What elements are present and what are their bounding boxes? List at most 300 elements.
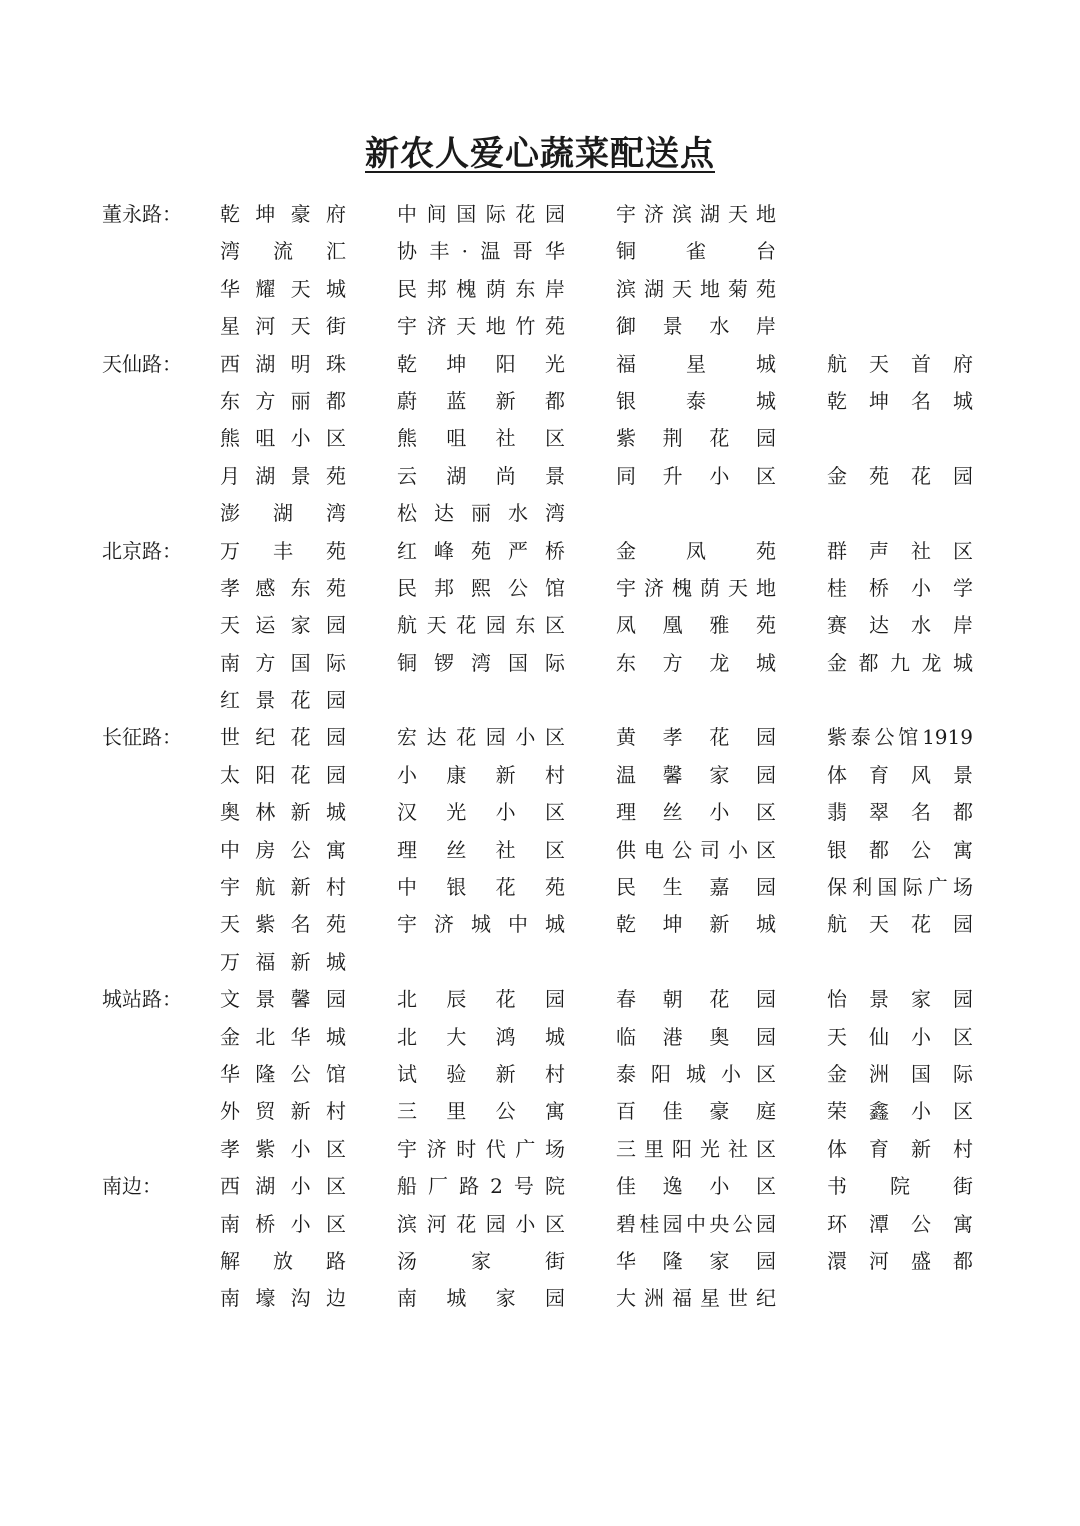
community-name-char: 湾 xyxy=(326,501,346,526)
community-name-char: 阳 xyxy=(651,1061,671,1086)
community-name xyxy=(220,757,346,794)
community-name-char: 理 xyxy=(397,837,417,862)
community-name-char: 里 xyxy=(644,1136,664,1161)
community-name-char: 中 xyxy=(220,837,240,862)
community-name-char: 澴 xyxy=(827,1248,847,1273)
community-name-char: 银 xyxy=(446,875,467,900)
community-name-char: 村 xyxy=(544,762,565,787)
community-name-char: 试 xyxy=(397,1061,417,1086)
community-name-char: 荣 xyxy=(827,1099,847,1124)
list-row xyxy=(0,607,1080,644)
community-name-char: 宇 xyxy=(397,314,417,339)
community-name-char: 区 xyxy=(544,426,565,451)
community-name-char: 紫 xyxy=(255,912,276,937)
community-name-char: 花 xyxy=(456,1211,477,1236)
community-name xyxy=(827,869,973,906)
community-name-char: 首 xyxy=(911,351,931,376)
community-name-char: 河 xyxy=(869,1248,889,1273)
community-name-char: 民 xyxy=(397,276,417,301)
community-name-char: 花 xyxy=(290,725,311,750)
community-name-char: 外 xyxy=(220,1099,240,1124)
community-name-char: 园 xyxy=(953,912,973,937)
community-name xyxy=(827,1206,973,1243)
community-name-char: 园 xyxy=(485,1211,506,1236)
community-name-char: 林 xyxy=(255,800,276,825)
community-name-char: 朝 xyxy=(662,987,683,1012)
community-name-char: 代 xyxy=(485,1136,506,1161)
community-name-char: 航 xyxy=(827,351,847,376)
community-name-char: 贸 xyxy=(255,1099,276,1124)
community-name-char: 西 xyxy=(220,351,240,376)
community-name-char: 苑 xyxy=(755,613,776,638)
community-name-char: 逸 xyxy=(662,1174,683,1199)
community-name-char: 天 xyxy=(220,613,240,638)
community-name-char: 龙 xyxy=(921,650,942,675)
community-name xyxy=(397,533,565,570)
community-name-char: 北 xyxy=(397,1024,417,1049)
community-name-char: 隆 xyxy=(662,1248,683,1273)
community-name-char: 景 xyxy=(544,463,565,488)
community-name-char: 都 xyxy=(325,388,346,413)
community-name-char: 区 xyxy=(953,1024,973,1049)
community-name-char: 蔚 xyxy=(397,388,417,413)
community-name-char: 月 xyxy=(220,463,240,488)
community-name-char: 华 xyxy=(220,276,240,301)
community-name xyxy=(220,383,346,420)
community-name-char: 紫 xyxy=(827,725,847,750)
community-name-char: 铜 xyxy=(616,239,636,264)
community-name-char: 景 xyxy=(255,987,276,1012)
community-name xyxy=(397,233,565,270)
community-name-char: 景 xyxy=(953,762,973,787)
community-name-char: 鑫 xyxy=(869,1099,889,1124)
community-name-char: 南 xyxy=(220,1286,240,1311)
community-name-char: 园 xyxy=(544,987,565,1012)
community-name-char: 咀 xyxy=(255,426,276,451)
list-row xyxy=(0,1280,1080,1317)
community-name-char: 乾 xyxy=(220,202,240,226)
community-name-char: 馨 xyxy=(290,987,311,1012)
community-name-char: 新 xyxy=(290,949,311,974)
community-name-char: 区 xyxy=(544,837,565,862)
community-name-char: 城 xyxy=(686,1061,706,1086)
community-name-char: 天 xyxy=(869,351,889,376)
community-name xyxy=(616,346,776,383)
community-name-char: 台 xyxy=(756,239,776,264)
community-name xyxy=(220,607,346,644)
road-label: 天仙路： xyxy=(102,351,182,376)
community-name-char: 红 xyxy=(397,538,417,563)
community-name-char: 城 xyxy=(325,1024,346,1049)
community-name xyxy=(397,271,565,308)
community-name-char: 丰 xyxy=(273,538,293,563)
community-name xyxy=(220,981,346,1018)
community-name-char: 三 xyxy=(397,1099,417,1124)
community-name-char: 苑 xyxy=(325,912,346,937)
community-name xyxy=(616,906,776,943)
community-name-char: 东 xyxy=(616,650,636,675)
community-name-char: 声 xyxy=(869,538,889,563)
community-name-char: 北 xyxy=(397,987,417,1012)
community-name-char: 宇 xyxy=(220,875,240,900)
community-name xyxy=(827,1056,973,1093)
community-name-char: 城 xyxy=(471,912,491,937)
community-name-char: 苑 xyxy=(544,875,565,900)
community-name-char: 银 xyxy=(827,837,847,862)
community-name-char: 潭 xyxy=(869,1211,889,1236)
community-name xyxy=(397,346,565,383)
community-name xyxy=(220,346,346,383)
community-name-char: 济 xyxy=(644,202,664,226)
community-name xyxy=(616,832,776,869)
community-name-char: 花 xyxy=(456,725,477,750)
community-name-char: 松 xyxy=(397,501,417,526)
community-name-char: 华 xyxy=(545,239,565,264)
community-name-char: 花 xyxy=(709,987,730,1012)
community-name xyxy=(397,196,565,233)
community-name-char: 小 xyxy=(721,1061,741,1086)
community-name-char: 天 xyxy=(290,276,311,301)
community-name-char: 国 xyxy=(456,202,477,226)
community-name-char: 2 xyxy=(490,1174,503,1199)
community-name-char: 街 xyxy=(545,1248,565,1273)
community-name-char: 菊 xyxy=(728,276,748,301)
community-name-char: 新 xyxy=(495,1061,516,1086)
community-name-char: 桥 xyxy=(255,1211,276,1236)
community-name-char: 荆 xyxy=(662,426,683,451)
community-name-char: 孝 xyxy=(662,725,683,750)
community-name-char: 中 xyxy=(685,1211,706,1236)
community-name-char: 金 xyxy=(827,650,847,675)
community-name-char: 都 xyxy=(858,650,879,675)
community-name-char: 运 xyxy=(255,613,276,638)
community-name-char: 北 xyxy=(255,1024,276,1049)
community-name xyxy=(827,832,973,869)
community-name-char: 湖 xyxy=(255,463,276,488)
community-name-char: 中 xyxy=(397,875,417,900)
community-name xyxy=(827,794,973,831)
community-name-char: 济 xyxy=(426,314,447,339)
community-name xyxy=(616,383,776,420)
community-name-char: 城 xyxy=(325,800,346,825)
community-name xyxy=(220,458,346,495)
community-name-char: 景 xyxy=(662,314,683,339)
community-name-char: 宇 xyxy=(616,575,636,600)
community-name xyxy=(827,383,973,420)
community-name-char: 奥 xyxy=(220,800,240,825)
community-name xyxy=(827,458,973,495)
community-name-char: 翡 xyxy=(827,800,847,825)
list-row xyxy=(0,570,1080,607)
community-name-char: 滨 xyxy=(397,1211,417,1236)
community-name-char: 泰 xyxy=(616,1061,636,1086)
community-name-char: 园 xyxy=(544,202,565,226)
community-name-char: 场 xyxy=(952,875,973,900)
community-name-char: 验 xyxy=(446,1061,467,1086)
community-name-char: 济 xyxy=(426,1136,447,1161)
community-name-char: 央 xyxy=(709,1211,730,1236)
community-name-char: 光 xyxy=(700,1136,720,1161)
community-name xyxy=(397,1019,565,1056)
community-name-char: 天 xyxy=(869,912,889,937)
community-name-char: 协 xyxy=(397,239,417,264)
community-name xyxy=(616,869,776,906)
road-label: 北京路： xyxy=(102,538,182,563)
community-name-char: 丽 xyxy=(290,388,311,413)
list-row xyxy=(0,1168,1080,1205)
community-name-char: 园 xyxy=(755,987,776,1012)
community-name-char: 星 xyxy=(220,314,240,339)
community-name-char: 小 xyxy=(728,837,748,862)
community-name-char: 花 xyxy=(495,987,516,1012)
community-name-char: 苑 xyxy=(326,538,346,563)
community-name xyxy=(220,869,346,906)
community-name-char: 理 xyxy=(616,800,636,825)
community-name-char: 翠 xyxy=(869,800,889,825)
community-name-char: 都 xyxy=(953,800,973,825)
community-name-char: 花 xyxy=(290,762,311,787)
community-name-char: 小 xyxy=(515,1211,536,1236)
community-name xyxy=(397,981,565,1018)
community-name-char: 凤 xyxy=(686,538,706,563)
community-name-char: 金 xyxy=(220,1024,240,1049)
community-name-char: 岸 xyxy=(953,613,973,638)
community-name-char: 达 xyxy=(869,613,889,638)
community-name-char: 馆 xyxy=(898,725,919,750)
community-name-char: 泰 xyxy=(686,388,706,413)
list-row xyxy=(0,682,1080,719)
community-name-char: 耀 xyxy=(255,276,276,301)
community-name-char: 洲 xyxy=(644,1286,664,1311)
community-name-char: 小 xyxy=(515,725,536,750)
community-name-char: 仙 xyxy=(869,1024,889,1049)
community-name-char: 九 xyxy=(890,650,910,675)
community-name-char: 区 xyxy=(756,837,776,862)
community-name-char: 小 xyxy=(709,463,730,488)
community-name-char: 花 xyxy=(290,688,311,713)
community-name xyxy=(397,645,565,682)
community-name-char: 名 xyxy=(911,800,931,825)
community-name xyxy=(220,308,346,345)
community-name-char: 临 xyxy=(616,1024,636,1049)
community-name-char: 乾 xyxy=(397,351,417,376)
community-name xyxy=(616,1019,776,1056)
community-name-char: 槐 xyxy=(456,276,477,301)
community-name-char: 小 xyxy=(709,800,730,825)
community-name-char: 房 xyxy=(255,837,276,862)
community-name xyxy=(220,1280,346,1317)
list-row xyxy=(0,346,1080,383)
community-name-char: 荫 xyxy=(485,276,506,301)
community-name-char: 天 xyxy=(290,314,311,339)
community-name-char: 新 xyxy=(495,762,516,787)
community-name-char: 司 xyxy=(700,837,720,862)
community-name-char: 丝 xyxy=(446,837,467,862)
community-name xyxy=(616,1206,776,1243)
community-name-char: 府 xyxy=(325,202,346,226)
community-name-char: 院 xyxy=(544,1174,565,1199)
community-name-char: 荫 xyxy=(700,575,720,600)
community-name-char: 天 xyxy=(426,613,447,638)
community-name-char: 公 xyxy=(290,1061,311,1086)
community-name-char: 湖 xyxy=(273,501,293,526)
community-name-char: · xyxy=(461,239,469,264)
community-name-char: 熙 xyxy=(471,575,491,600)
community-name xyxy=(616,233,776,270)
community-name-char: 天 xyxy=(728,575,748,600)
community-name-char: 城 xyxy=(953,388,973,413)
community-name-char: 纪 xyxy=(255,725,276,750)
community-name-char: 水 xyxy=(508,501,528,526)
community-name-char: 湾 xyxy=(220,239,240,264)
community-name-char: 街 xyxy=(953,1174,973,1199)
community-name-char: 华 xyxy=(290,1024,311,1049)
community-name-char: 世 xyxy=(728,1286,748,1311)
community-name-char: 奥 xyxy=(709,1024,730,1049)
community-name-char: 小 xyxy=(911,575,931,600)
community-name-char: 花 xyxy=(495,875,516,900)
community-name-char: 供 xyxy=(616,837,636,862)
community-name-char: 温 xyxy=(480,239,501,264)
community-name-char: 园 xyxy=(755,1211,776,1236)
community-name-char: 嘉 xyxy=(709,875,730,900)
community-name xyxy=(397,719,565,756)
community-name-char: 际 xyxy=(545,650,565,675)
community-name-char: 沟 xyxy=(290,1286,311,1311)
community-name-char: 园 xyxy=(662,1211,683,1236)
community-name-char: 泰 xyxy=(850,725,871,750)
community-name-char: 区 xyxy=(544,800,565,825)
community-name-char: 公 xyxy=(495,1099,516,1124)
community-name-char: 豪 xyxy=(709,1099,730,1124)
community-name xyxy=(220,1168,346,1205)
community-name-char: 小 xyxy=(290,1136,311,1161)
community-name-char: 小 xyxy=(290,1211,311,1236)
community-name-char: 园 xyxy=(485,725,506,750)
community-name xyxy=(397,1093,565,1130)
community-name-char: 红 xyxy=(220,688,240,713)
community-name xyxy=(220,645,346,682)
community-name-char: 洲 xyxy=(869,1061,889,1086)
list-row xyxy=(0,533,1080,570)
community-name-char: 边 xyxy=(325,1286,346,1311)
community-name-char: 乾 xyxy=(827,388,847,413)
community-name-char: 区 xyxy=(756,1061,776,1086)
community-name-char: 村 xyxy=(953,1136,973,1161)
community-name-char: 区 xyxy=(325,1136,346,1161)
community-name-char: 广 xyxy=(927,875,948,900)
community-name-char: 湾 xyxy=(545,501,565,526)
community-name xyxy=(827,570,973,607)
community-name-char: 咀 xyxy=(446,426,467,451)
community-name xyxy=(397,1280,565,1317)
community-name xyxy=(827,719,973,756)
community-name-char: 东 xyxy=(515,276,536,301)
community-name-char: 苑 xyxy=(869,463,889,488)
list-row xyxy=(0,383,1080,420)
community-name xyxy=(616,420,776,457)
community-name-char: 天 xyxy=(220,912,240,937)
community-name-char: 公 xyxy=(508,575,528,600)
community-name-char: 滨 xyxy=(672,202,692,226)
community-name-char: 国 xyxy=(911,1061,931,1086)
community-name-char: 际 xyxy=(953,1061,973,1086)
community-name xyxy=(220,570,346,607)
community-name-char: 西 xyxy=(220,1174,240,1199)
community-name-char: 万 xyxy=(220,949,240,974)
community-name-char: 航 xyxy=(255,875,276,900)
community-name-char: 馨 xyxy=(662,762,683,787)
community-name-char: 新 xyxy=(290,1099,311,1124)
community-name-char: 南 xyxy=(220,650,240,675)
community-name xyxy=(397,1056,565,1093)
community-name xyxy=(397,1168,565,1205)
community-name-char: 南 xyxy=(397,1286,417,1311)
community-name-char: 园 xyxy=(325,688,346,713)
list-row xyxy=(0,757,1080,794)
community-name-char: 凰 xyxy=(662,613,683,638)
community-name xyxy=(220,196,346,233)
community-name-char: 苑 xyxy=(544,314,565,339)
community-name-char: 区 xyxy=(953,1099,973,1124)
community-name-char: 家 xyxy=(471,1248,491,1273)
community-name-char: 家 xyxy=(709,762,730,787)
community-name-char: 园 xyxy=(755,725,776,750)
community-name-char: 生 xyxy=(662,875,683,900)
community-name-char: 公 xyxy=(732,1211,753,1236)
community-name-char: 鸿 xyxy=(495,1024,516,1049)
community-name-char: 湖 xyxy=(446,463,467,488)
community-name xyxy=(827,981,973,1018)
community-name-char: 辰 xyxy=(446,987,467,1012)
community-name-char: 景 xyxy=(290,463,311,488)
community-name xyxy=(220,533,346,570)
community-name-char: 岸 xyxy=(544,276,565,301)
community-name xyxy=(397,458,565,495)
community-name xyxy=(397,607,565,644)
community-name-char: 蓝 xyxy=(446,388,467,413)
community-name-char: 公 xyxy=(911,837,931,862)
community-name-char: 体 xyxy=(827,762,847,787)
community-name-char: 槐 xyxy=(672,575,692,600)
community-name-char: 都 xyxy=(953,1248,973,1273)
community-name-char: 大 xyxy=(616,1286,636,1311)
community-name-char: 村 xyxy=(325,875,346,900)
community-name-char: 家 xyxy=(709,1248,730,1273)
community-name-char: 星 xyxy=(686,351,706,376)
community-name-char: 村 xyxy=(325,1099,346,1124)
community-name-char: 天 xyxy=(827,1024,847,1049)
community-name-char: 尚 xyxy=(495,463,516,488)
community-name-char: 碧 xyxy=(616,1211,636,1236)
community-name-char: 华 xyxy=(616,1248,636,1273)
community-name-char: 区 xyxy=(755,1174,776,1199)
community-name-char: 际 xyxy=(902,875,923,900)
community-name-char: 区 xyxy=(756,1136,776,1161)
community-name-char: 小 xyxy=(709,1174,730,1199)
community-name xyxy=(397,1131,565,1168)
community-name-char: 解 xyxy=(220,1248,240,1273)
road-label: 城站路： xyxy=(102,987,182,1012)
community-name-char: 佳 xyxy=(616,1174,636,1199)
community-name-char: 院 xyxy=(890,1174,910,1199)
community-name-char: 丝 xyxy=(662,800,683,825)
community-name-char: 豪 xyxy=(290,202,311,226)
community-name-char: 苑 xyxy=(756,276,776,301)
distribution-point-list xyxy=(0,196,1080,1318)
community-name-char: 新 xyxy=(495,388,516,413)
community-name xyxy=(616,1168,776,1205)
